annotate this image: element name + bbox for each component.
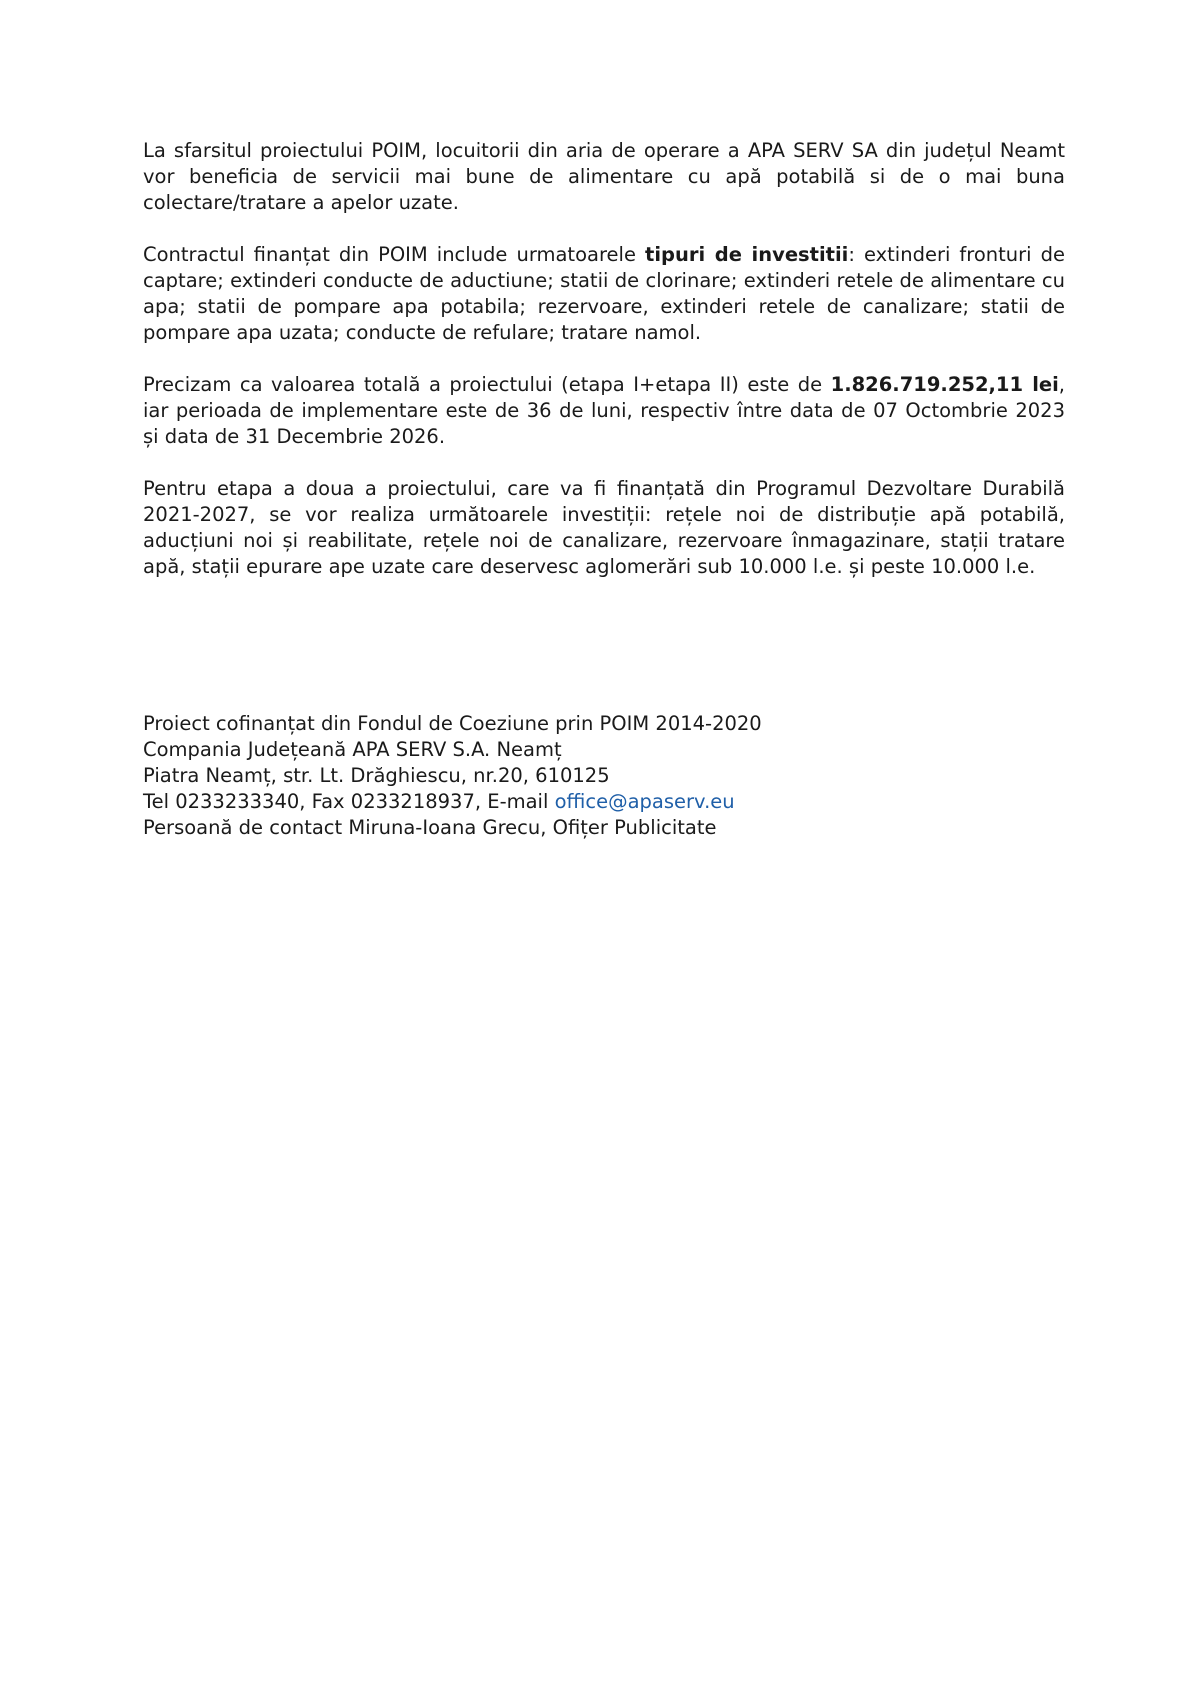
project-value-period: , iar perioada de implementare este de 36 de luni, respectiv între data de 07 Octombrie 2023 și data de 31 Decembrie 2026. bbox=[143, 373, 1065, 448]
footer-address: Piatra Neamț, str. Lt. Drăghiescu, nr.20, 610125 bbox=[143, 764, 610, 787]
paragraph-project-outcome: La sfarsitul proiectului POIM, locuitorii din aria de operare a APA SERV SA din județul Neamt vor beneficia de servicii mai bune de alimentare cu apă potabilă si de o mai buna colectare/tratare a apelor uzate. bbox=[143, 139, 1065, 214]
email-link[interactable]: office@apaserv.eu bbox=[554, 790, 735, 813]
footer-company: Compania Județeană APA SERV S.A. Neamț bbox=[143, 738, 562, 761]
footer-phone-fax: Tel 0233233340, Fax 0233218937, E-mail bbox=[143, 790, 555, 813]
footer-contact-person: Persoană de contact Miruna-Ioana Grecu, Ofițer Publicitate bbox=[143, 816, 717, 839]
investment-types-heading: tipuri de investitii bbox=[645, 243, 849, 266]
document-body bbox=[143, 138, 1065, 606]
footer-contact-numbers bbox=[143, 789, 762, 815]
contact-footer bbox=[143, 711, 762, 841]
footer-cofinancing: Proiect cofinanțat din Fondul de Coeziune prin POIM 2014-2020 bbox=[143, 712, 762, 735]
investment-types-list: : extinderi fronturi de captare; extinderi conducte de aductiune; statii de clorinare; extinderi retele de alimentare cu apa; statii de pompare apa potabila; rezervoare, extinderi retele de canalizare; statii de pompare apa uzata; conducte de refulare; tratare namol. bbox=[143, 243, 1066, 344]
paragraph-project-value bbox=[143, 372, 1065, 450]
investment-types-intro: Contractul finanțat din POIM include urmatoarele bbox=[143, 243, 645, 266]
project-value-intro: Precizam ca valoarea totală a proiectului (etapa I+etapa II) este de bbox=[143, 373, 831, 396]
paragraph-second-stage: Pentru etapa a doua a proiectului, care va fi finanțată din Programul Dezvoltare Durabilă 2021-2027, se vor realiza următoarele investiții: rețele noi de distribuție apă potabilă, aducțiuni noi și reabilitate, rețele noi de canalizare, rezervoare înmagazinare, stații tratare apă, stații epurare ape uzate care deservesc aglomerări sub 10.000 l.e. și peste 10.000 l.e. bbox=[143, 477, 1065, 578]
project-value-amount: 1.826.719.252,11 lei bbox=[830, 373, 1059, 396]
paragraph-investment-types bbox=[143, 242, 1065, 346]
